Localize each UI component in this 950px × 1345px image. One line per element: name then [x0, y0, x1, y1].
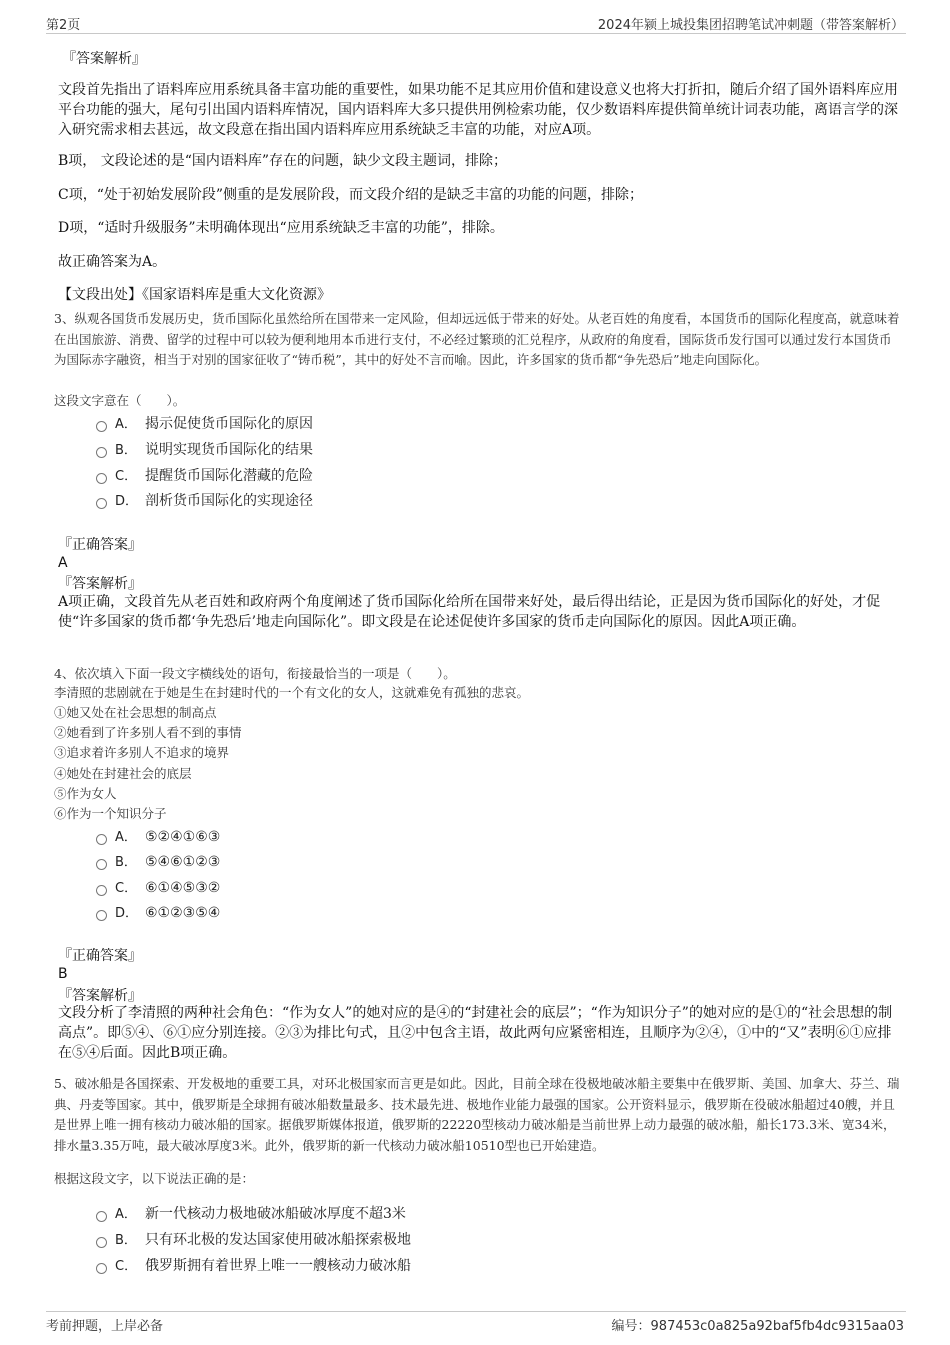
- q2-analysis-title: 『答案解析』: [62, 51, 146, 67]
- q5-option-a[interactable]: A． 新一代核动力极地破冰船破冰厚度不超3米: [96, 1204, 406, 1224]
- radio-icon[interactable]: [96, 421, 107, 432]
- header-divider: [46, 33, 906, 34]
- q2-option-c-analysis: C项，“处于初始发展阶段”侧重的是发展阶段，而文段介绍的是缺乏丰富的功能的问题，排除；: [58, 187, 644, 203]
- document-title: 2024年颍上城投集团招聘笔试冲刺题（带答案解析）: [597, 18, 904, 33]
- radio-icon[interactable]: [96, 859, 107, 870]
- radio-icon[interactable]: [96, 447, 107, 458]
- document-code-value: 987453c0a825a92baf5fb4dc9315aa03: [650, 1319, 904, 1334]
- q2-analysis-paragraph: 文段首先指出了语料库应用系统具备丰富功能的重要性，如果功能不足其应用价值和建设意义也将大打折扣，随后介绍了国外语料库应用平台功能的强大，尾句引出国内语料库情况，国内语料库大多只提供用例检索功能，仅少数语料库提供简单统计词表功能，离语言学的深入研究需求相去甚远，故文段意在指出国内语料库应用系统缺乏丰富的功能，对应A项。: [58, 82, 898, 138]
- q4-answer-title: 『正确答案』: [58, 948, 142, 964]
- q4-answer: B: [58, 966, 68, 982]
- radio-icon[interactable]: [96, 885, 107, 896]
- q3-option-d[interactable]: D． 剖析货币国际化的实现途径: [96, 491, 313, 511]
- q4-item-2: ②她看到了许多别人看不到的事情: [54, 725, 242, 740]
- q5-stem: 5、破冰船是各国探索、开发极地的重要工具，对环北极国家而言更是如此。因此，目前全球在役极地破冰船主要集中在俄罗斯、美国、加拿大、芬兰、瑞典、丹麦等国家。其中，俄罗斯是全球拥有破冰船数量最多、技术最先进、极地作业能力最强的国家。公开资料显示，俄罗斯在役破冰船超过40艘，并且是世界上唯一拥有核动力破冰船的国家。据俄罗斯媒体报道，俄罗斯的22220型核动力破冰船是当前世界上动力最强的破冰船，船长173.3米、宽34米，排水量3.35万吨，最大破冰厚度3米。此外，俄罗斯的新一代核动力破冰船10510型也已开始建造。: [54, 1076, 900, 1153]
- q5-question: 根据这段文字，以下说法正确的是：: [54, 1171, 255, 1186]
- q2-option-d-analysis: D项，“适时升级服务”未明确体现出“应用系统缺乏丰富的功能”，排除。: [58, 220, 504, 236]
- q4-analysis-title: 『答案解析』: [58, 988, 142, 1004]
- q3-option-a[interactable]: A． 揭示促使货币国际化的原因: [96, 414, 313, 434]
- q3-answer: A: [58, 555, 68, 571]
- footer-divider: [46, 1311, 906, 1312]
- q5-option-c[interactable]: C． 俄罗斯拥有着世界上唯一一艘核动力破冰船: [96, 1256, 411, 1276]
- q2-conclusion: 故正确答案为A。: [58, 254, 167, 270]
- q4-analysis: 文段分析了李清照的两种社会角色：“作为女人”的她对应的是④的“封建社会的底层”；“作为知识分子”的她对应的是①的“社会思想的制高点”。即⑤④、⑥①应分别连接。②③为排比句式，且②中包含主语，故此两句应紧密相连，且顺序为②④，①中的“又”表明⑥①应排在⑤④后面。因此B项正确。: [58, 1005, 893, 1061]
- page-number: 第2页: [46, 18, 81, 33]
- footer-slogan: 考前押题，上岸必备: [46, 1319, 164, 1334]
- q4-option-a[interactable]: A． ⑤②④①⑥③: [96, 827, 220, 847]
- radio-icon[interactable]: [96, 1237, 107, 1248]
- document-code: [612, 1315, 904, 1334]
- radio-icon[interactable]: [96, 473, 107, 484]
- q3-question: 这段文字意在（ ）。: [54, 393, 186, 408]
- q3-analysis: A项正确，文段首先从老百姓和政府两个角度阐述了货币国际化给所在国带来好处，最后得出结论，正是因为货币国际化的好处，才促使“许多国家的货币都‘争先恐后’地走向国际化”。即文段是在论述促使许多国家的货币走向国际化的原因。因此A项正确。: [58, 594, 881, 630]
- q2-option-b-analysis: B项， 文段论述的是“国内语料库”存在的问题，缺少文段主题词，排除；: [58, 153, 508, 169]
- q4-passage: 李清照的悲剧就在于她是生在封建时代的一个有文化的女人，这就难免有孤独的悲哀。: [54, 685, 530, 700]
- radio-icon[interactable]: [96, 498, 107, 509]
- q3-option-b[interactable]: B． 说明实现货币国际化的结果: [96, 440, 313, 460]
- q4-item-1: ①她又处在社会思想的制高点: [54, 705, 217, 720]
- q2-source: 【文段出处】《国家语料库是重大文化资源》: [58, 287, 331, 303]
- q3-option-c[interactable]: C． 提醒货币国际化潜藏的危险: [96, 466, 313, 486]
- q4-option-b[interactable]: B． ⑤④⑥①②③: [96, 852, 220, 872]
- radio-icon[interactable]: [96, 1211, 107, 1222]
- q4-item-3: ③追求着许多别人不追求的境界: [54, 745, 230, 760]
- q4-option-c[interactable]: C． ⑥①④⑤③②: [96, 878, 220, 898]
- q4-stem: 4、依次填入下面一段文字横线处的语句，衔接最恰当的一项是（ ）。: [54, 666, 456, 681]
- q3-stem: 3、纵观各国货币发展历史，货币国际化虽然给所在国带来一定风险，但却远远低于带来的好处。从老百姓的角度看，本国货币的国际化程度高，就意味着在出国旅游、消费、留学的过程中可以较为便利地用本币进行支付，不必经过繁琐的汇兑程序，从政府的角度看，国际货币发行国可以通过发行本国货币为国际赤字融资，相当于对别的国家征收了“铸币税”，其中的好处不言而喻。因此，许多国家的货币都“争先恐后”地走向国际化。: [54, 311, 900, 367]
- radio-icon[interactable]: [96, 834, 107, 845]
- radio-icon[interactable]: [96, 910, 107, 921]
- q4-item-4: ④她处在封建社会的底层: [54, 766, 192, 781]
- radio-icon[interactable]: [96, 1263, 107, 1274]
- q3-answer-title: 『正确答案』: [58, 537, 142, 553]
- q4-item-5: ⑤作为女人: [54, 786, 117, 801]
- q4-item-6: ⑥作为一个知识分子: [54, 806, 167, 821]
- document-code-label: 编号：: [611, 1319, 651, 1334]
- q5-option-b[interactable]: B． 只有环北极的发达国家使用破冰船探索极地: [96, 1230, 411, 1250]
- q4-option-d[interactable]: D． ⑥①②③⑤④: [96, 903, 220, 923]
- q3-analysis-title: 『答案解析』: [58, 576, 142, 592]
